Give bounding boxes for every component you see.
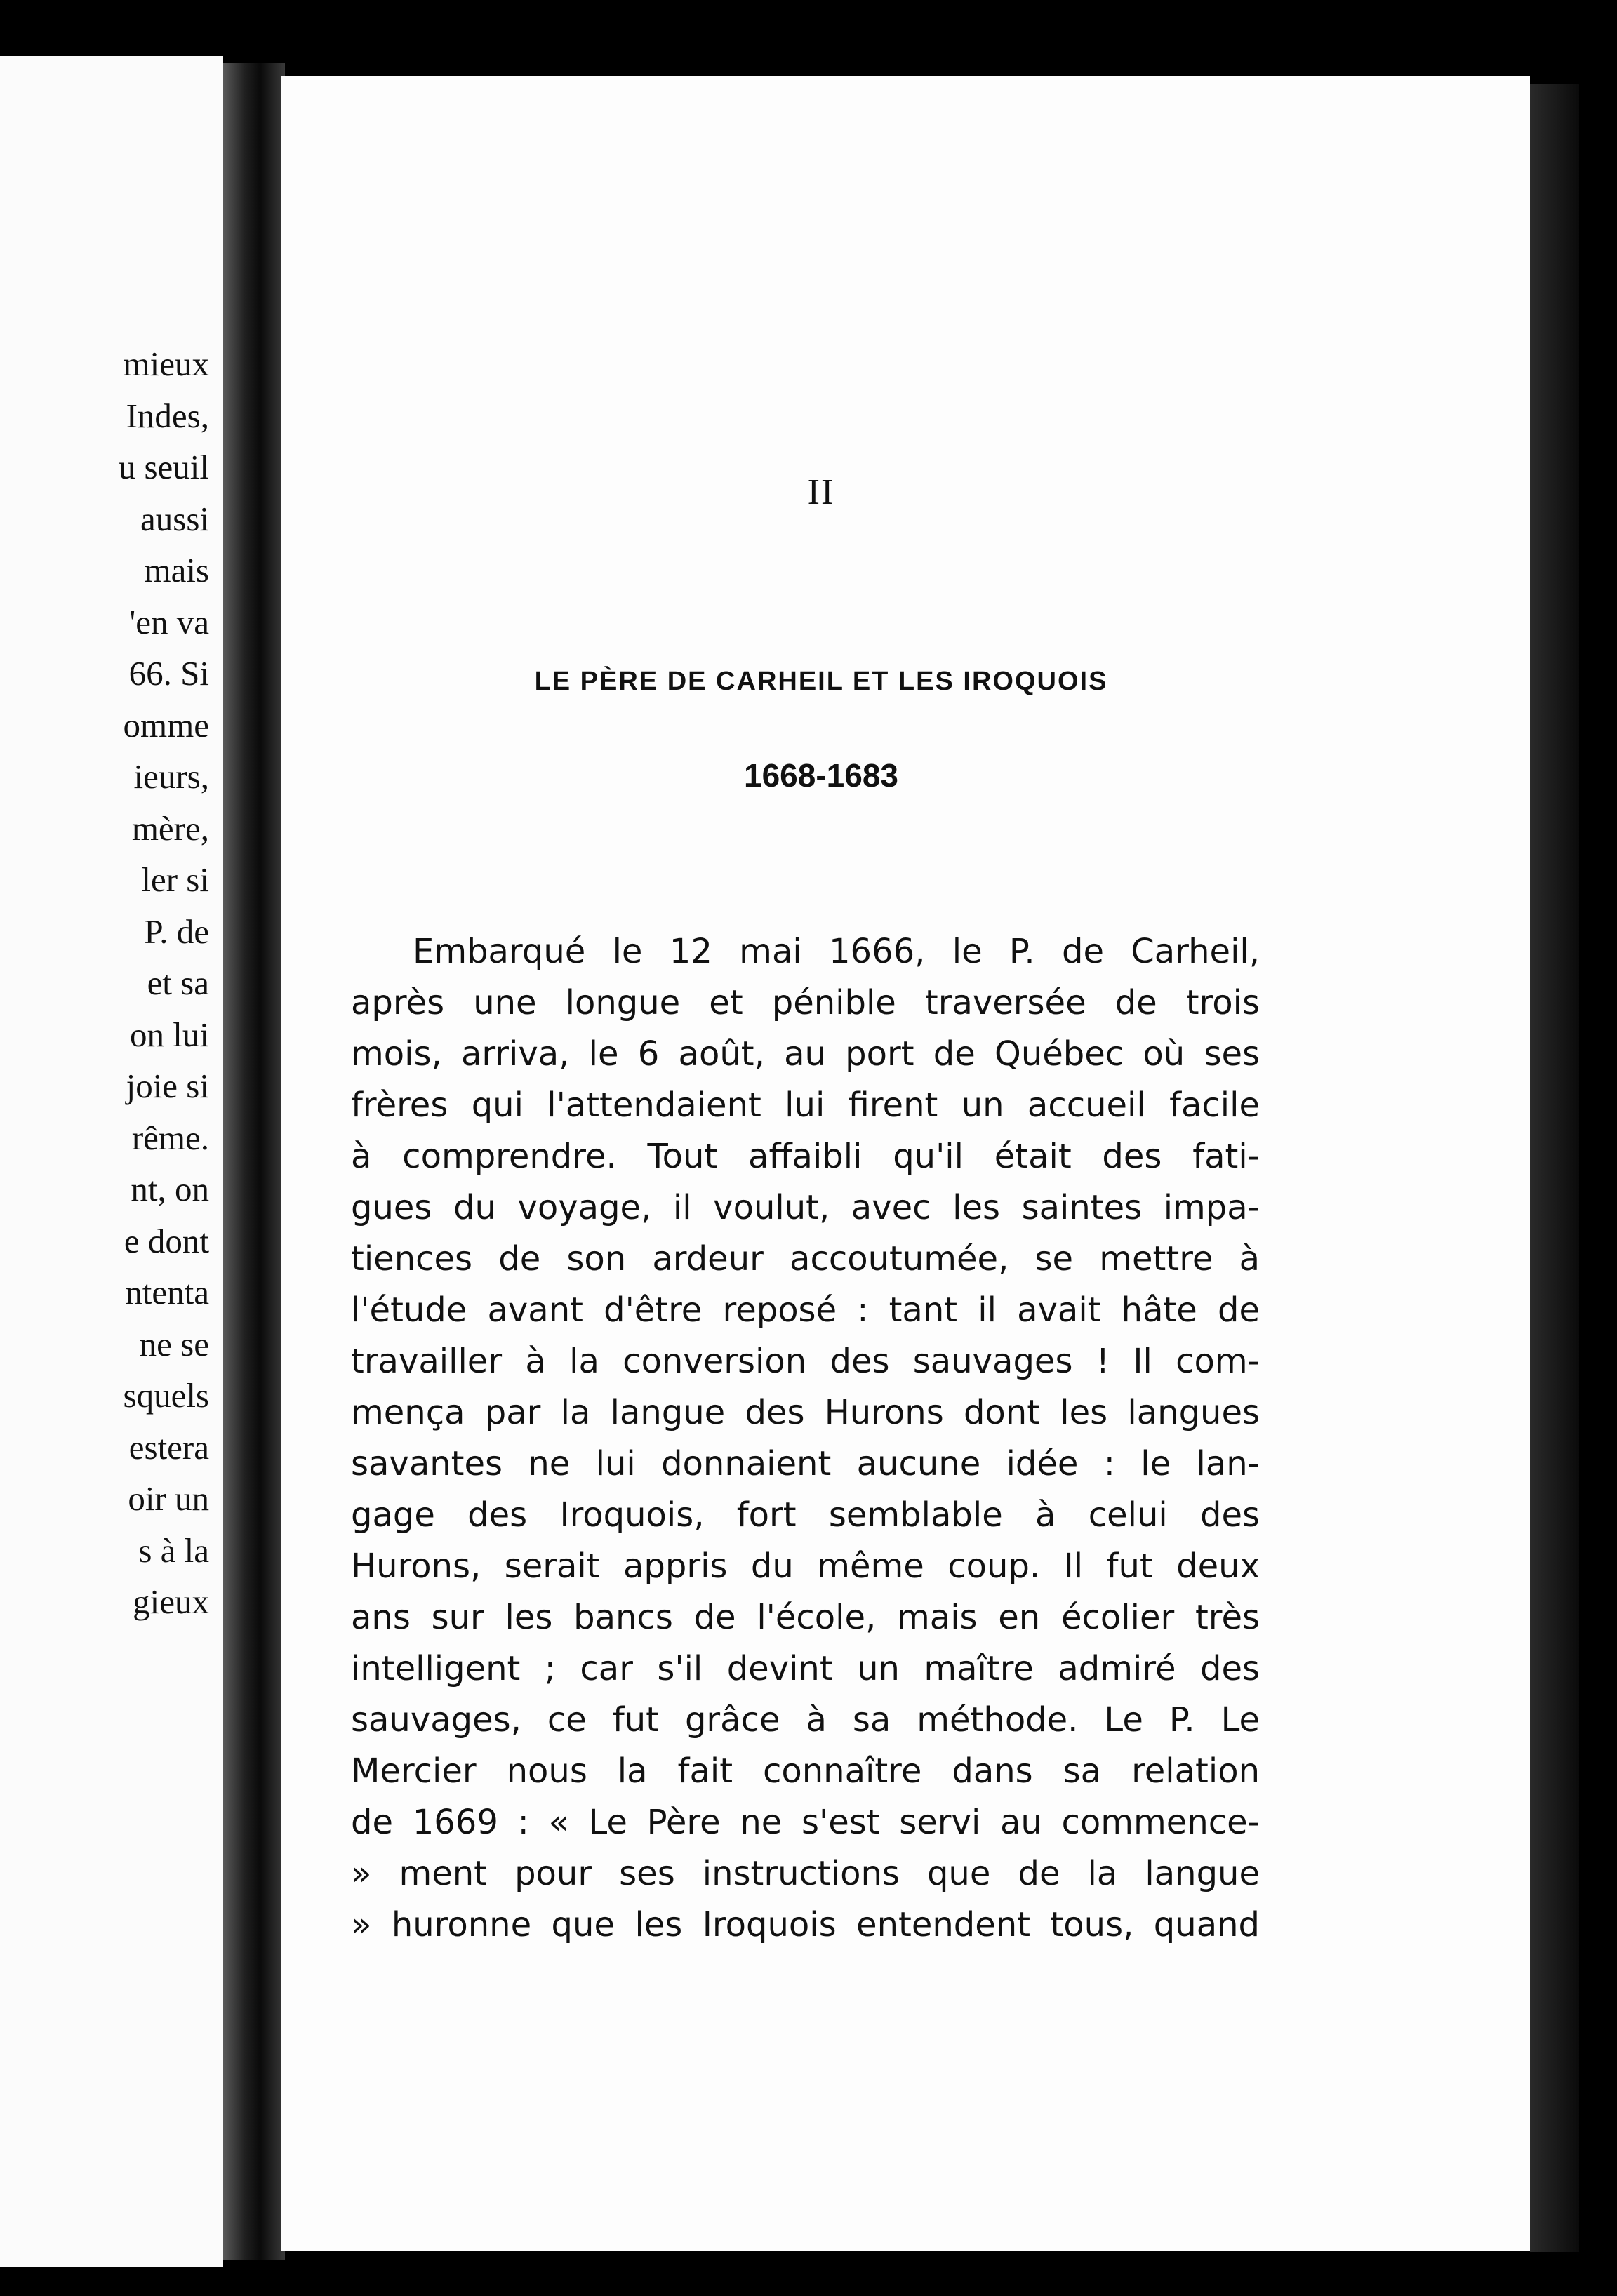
left-page-line: ntenta	[125, 1273, 209, 1311]
body-line: à comprendre. Tout affaibli qu'il était des fati-	[351, 1137, 1260, 1176]
body-line: après une longue et pénible traversée de trois	[351, 983, 1260, 1022]
book-gutter	[223, 63, 285, 2260]
body-line: sauvages, ce fut grâce à sa méthode. Le P. Le	[351, 1700, 1260, 1740]
left-page-line: estera	[128, 1427, 209, 1467]
body-line: gage des Iroquois, fort semblable à celui des	[351, 1495, 1260, 1535]
left-page-line: ler si	[141, 860, 209, 899]
body-line: de 1669 : « Le Père ne s'est servi au commence-	[351, 1803, 1260, 1842]
left-page-line: Indes,	[126, 396, 209, 435]
left-page-line: et sa	[147, 963, 209, 1002]
left-page-line: squels	[123, 1376, 209, 1415]
left-page	[0, 56, 223, 2267]
left-page-line: ieurs,	[133, 757, 209, 796]
left-page-line: e dont	[124, 1221, 209, 1260]
body-line: savantes ne lui donnaient aucune idée : le lan-	[351, 1444, 1260, 1483]
body-line: tiences de son ardeur accoutumée, se mettre à	[351, 1239, 1260, 1279]
body-line: Embarqué le 12 mai 1666, le P. de Carheil,	[413, 932, 1260, 971]
left-page-line: ne se	[139, 1324, 209, 1363]
left-page-line: oir un	[128, 1479, 209, 1518]
left-page-line: mère,	[131, 808, 209, 848]
left-page-line: u seuil	[118, 448, 209, 486]
left-page-line: s à la	[138, 1530, 209, 1570]
body-line: travailler à la conversion des sauvages ! Il com-	[351, 1342, 1260, 1381]
left-page-line: P. de	[144, 912, 209, 951]
body-line: Hurons, serait appris du même coup. Il fut deux	[351, 1547, 1260, 1586]
body-line: gues du voyage, il voulut, avec les saintes impa-	[351, 1188, 1260, 1227]
body-line: intelligent ; car s'il devint un maître admiré des	[351, 1649, 1260, 1688]
body-line: Mercier nous la fait connaître dans sa relation	[351, 1751, 1260, 1791]
left-page-line: mieux	[123, 345, 209, 383]
body-text	[351, 926, 1260, 1951]
body-line: » huronne que les Iroquois entendent tous, quand	[351, 1905, 1260, 1944]
body-line: l'étude avant d'être reposé : tant il avait hâte de	[351, 1290, 1260, 1330]
left-page-line: 'en va	[129, 602, 209, 641]
left-page-line: rême.	[131, 1118, 209, 1157]
body-line: mença par la langue des Hurons dont les langues	[351, 1393, 1260, 1432]
chapter-number: II	[807, 472, 835, 512]
body-line: ans sur les bancs de l'école, mais en écolier très	[351, 1598, 1260, 1637]
page-edge-shadow	[1530, 84, 1579, 2252]
body-line: mois, arriva, le 6 août, au port de Québec où ses	[351, 1034, 1260, 1074]
body-line: frères qui l'attendaient lui firent un accueil facile	[351, 1086, 1260, 1125]
body-line: » ment pour ses instructions que de la langue	[351, 1854, 1260, 1893]
left-page-line: nt, on	[131, 1170, 209, 1208]
left-page-line: joie si	[126, 1067, 209, 1105]
chapter-title: LE PÈRE DE CARHEIL ET LES IROQUOIS	[534, 667, 1108, 696]
left-page-line: 66. Si	[128, 654, 209, 693]
left-page-line: aussi	[140, 499, 209, 538]
chapter-dates: 1668-1683	[744, 757, 898, 794]
left-page-line: gieux	[133, 1582, 209, 1621]
left-page-line: omme	[123, 705, 209, 745]
left-page-line: mais	[144, 551, 209, 589]
left-page-fragments	[0, 56, 209, 2267]
left-page-line: on lui	[130, 1015, 209, 1054]
